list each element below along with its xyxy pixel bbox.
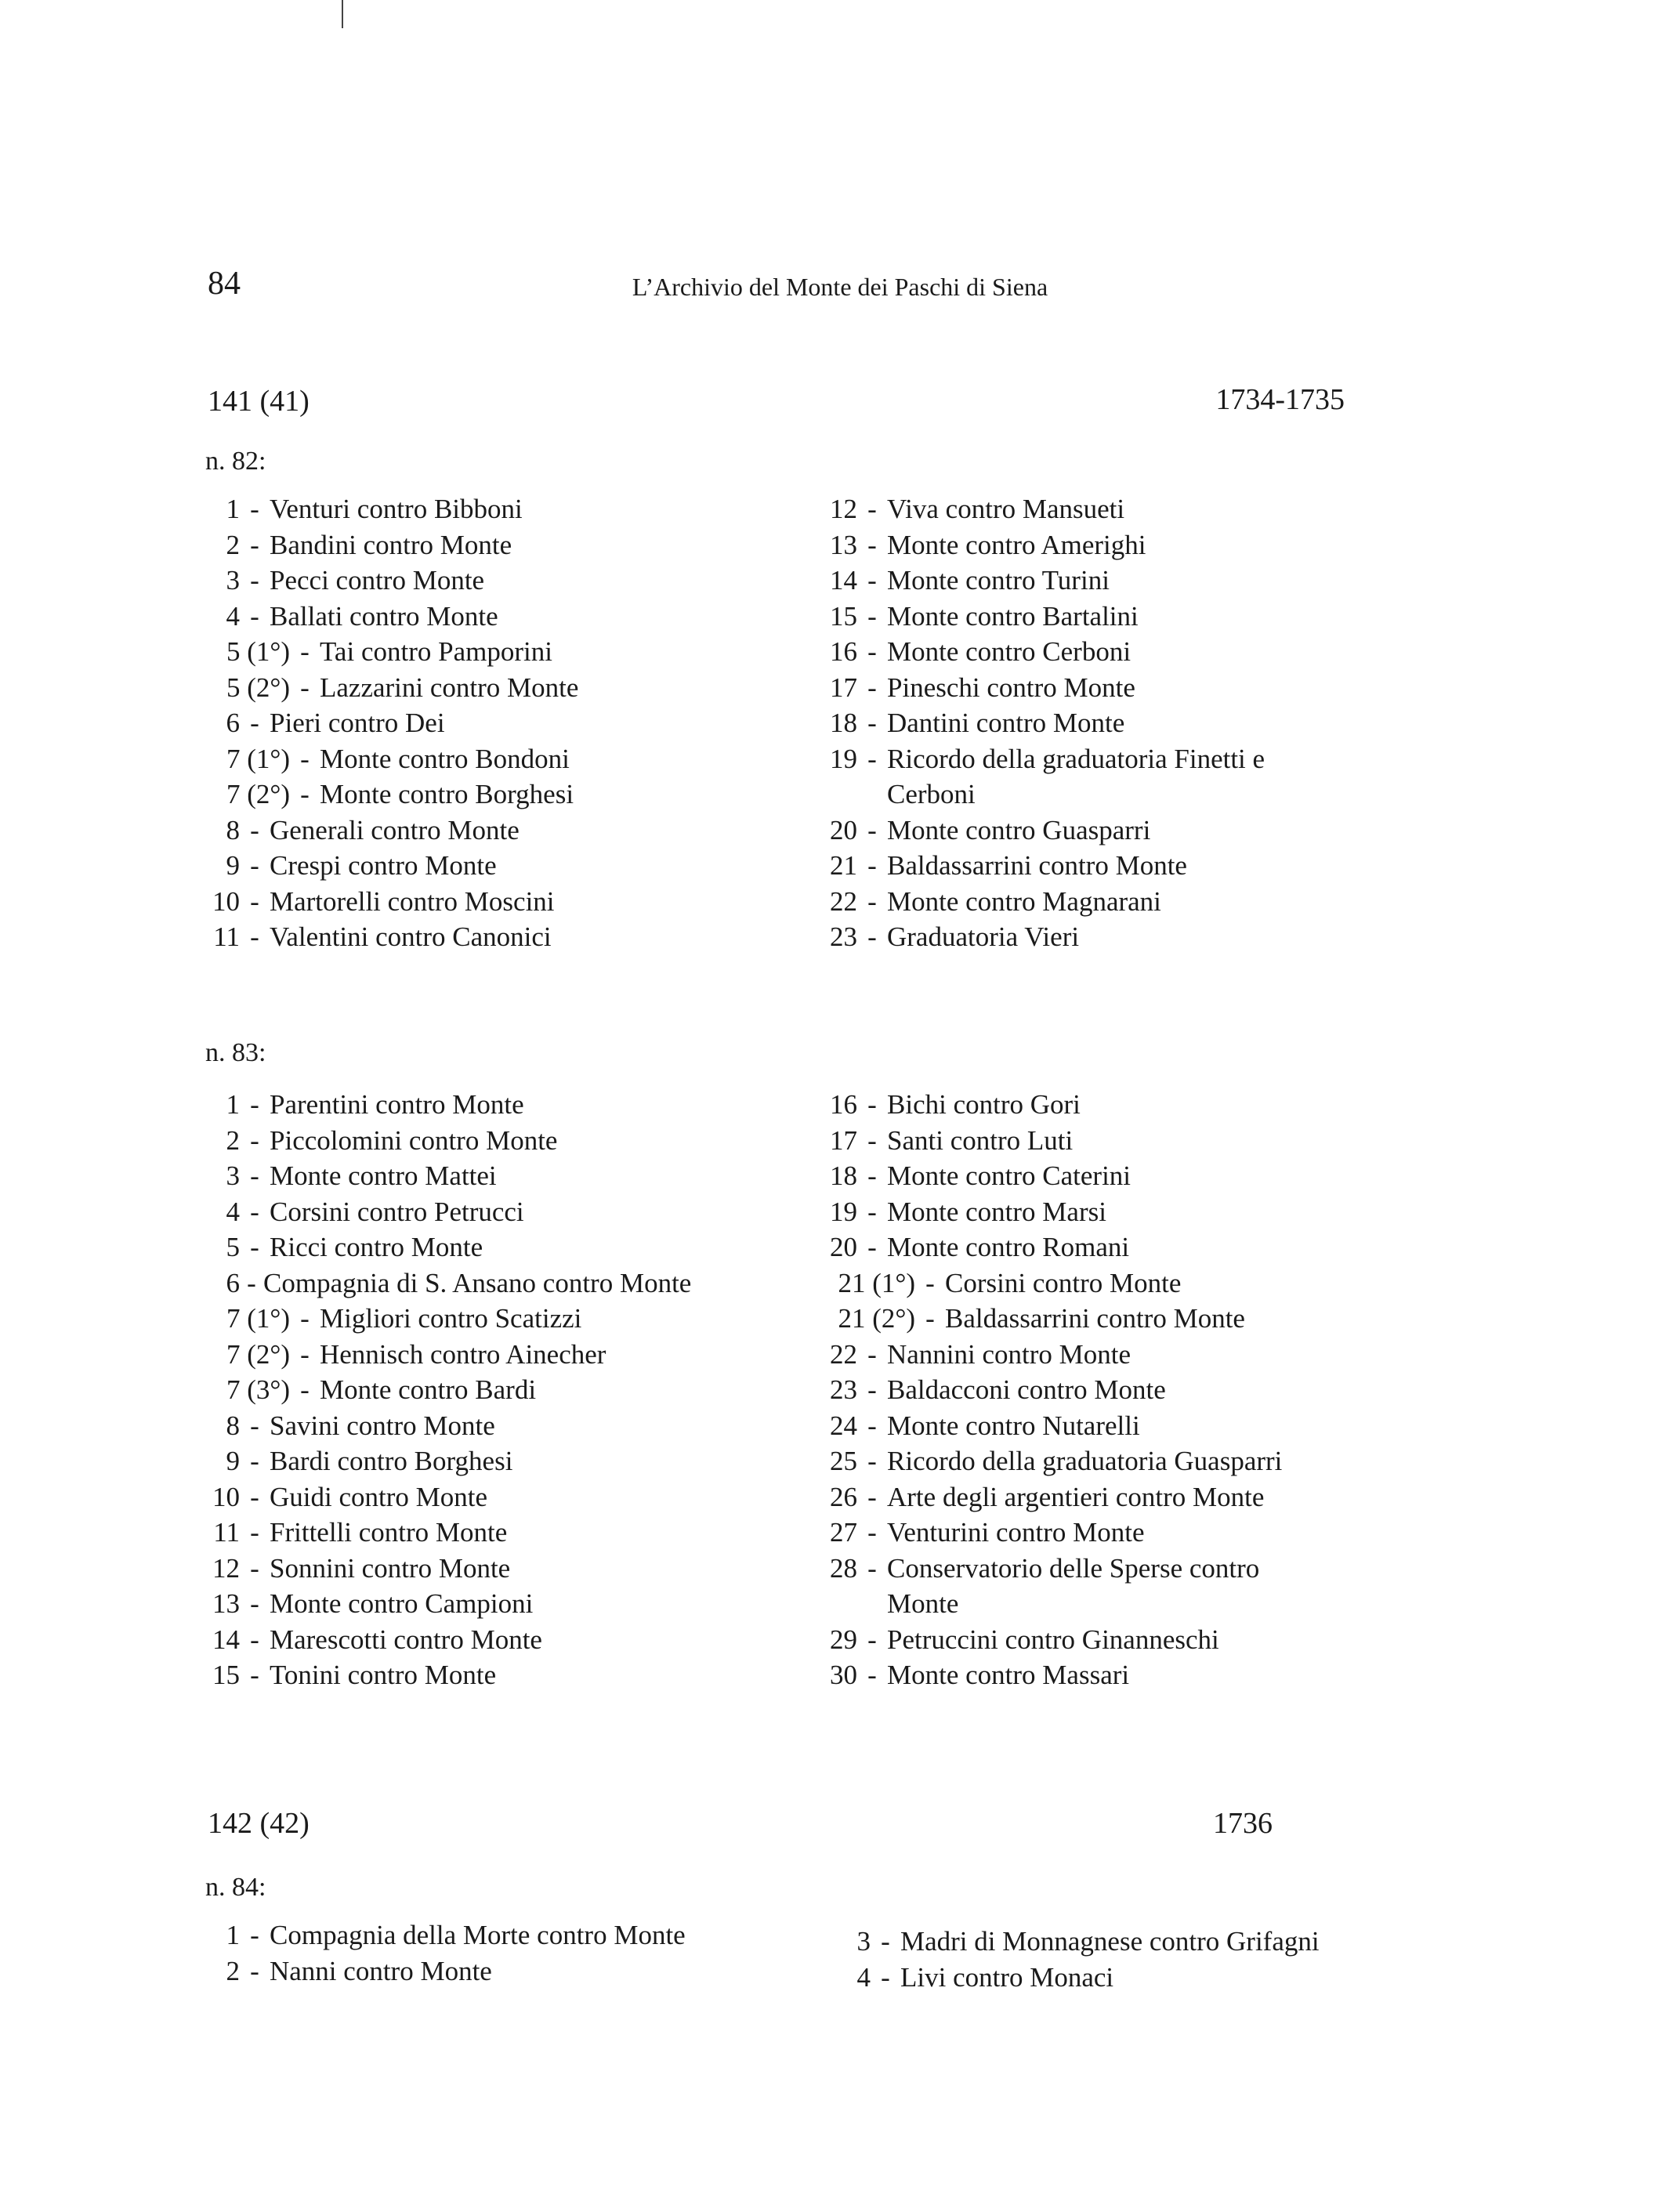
item-number: 6	[226, 708, 240, 738]
list-item	[196, 1657, 776, 1693]
item-text: Monte contro Caterini	[887, 1160, 1131, 1191]
item-text: Monte contro Bondoni	[320, 743, 570, 774]
list-item	[813, 1372, 1370, 1408]
item-separator: -	[300, 779, 310, 809]
list-item	[196, 1123, 776, 1159]
item-number: 22	[830, 885, 857, 917]
item-number: 10	[212, 1481, 240, 1512]
item-separator: -	[867, 1089, 877, 1120]
item-number: 11	[213, 921, 240, 952]
item-separator: -	[250, 850, 259, 881]
item-separator: -	[300, 1338, 310, 1370]
item-text: Monte contro Magnarani	[887, 885, 1161, 917]
item-number: 14	[830, 565, 857, 596]
item-number: 7 (1°)	[226, 743, 290, 774]
item-separator: -	[925, 1267, 935, 1298]
item-number: 9	[226, 850, 240, 881]
item-number: 1	[226, 1089, 240, 1120]
item-number: 11	[213, 1517, 240, 1548]
item-separator: -	[300, 1374, 310, 1405]
list-item	[196, 1337, 776, 1373]
item-number: 18	[830, 1160, 857, 1191]
item-separator: -	[250, 529, 259, 560]
item-text: Venturini contro Monte	[887, 1517, 1145, 1548]
item-separator: -	[925, 1303, 935, 1334]
item-number: 16	[830, 1089, 857, 1120]
item-number: 12	[212, 1552, 240, 1584]
list-item	[196, 1229, 776, 1265]
item-separator: -	[250, 1196, 259, 1227]
item-number: 20	[830, 1232, 857, 1262]
list-item	[813, 1479, 1370, 1515]
item-text: Monte contro Nutarelli	[887, 1410, 1140, 1441]
item-number: 2	[226, 529, 240, 560]
register-83-right-list	[813, 1087, 1370, 1693]
item-text: Generali contro Monte	[270, 814, 520, 845]
item-text: Ballati contro Monte	[270, 600, 498, 632]
list-item	[813, 1551, 1370, 1622]
list-item	[196, 1372, 776, 1408]
item-text: Monte contro Marsi	[887, 1196, 1106, 1227]
register-84-label: n. 84:	[205, 1873, 266, 1902]
item-number: 5 (2°)	[226, 672, 290, 703]
item-text: Monte contro Romani	[887, 1232, 1130, 1262]
item-number: 19	[830, 1196, 857, 1227]
item-separator: -	[867, 921, 877, 952]
list-item	[827, 1924, 1383, 1960]
list-item	[196, 1408, 776, 1444]
item-text: Tonini contro Monte	[270, 1660, 497, 1690]
list-item	[813, 1657, 1370, 1693]
list-item	[813, 670, 1370, 706]
item-text: Sonnini contro Monte	[270, 1552, 511, 1584]
list-item	[813, 1443, 1370, 1479]
item-separator: -	[300, 636, 310, 667]
list-item	[813, 491, 1370, 527]
item-separator: -	[867, 1552, 877, 1584]
item-separator: -	[867, 1410, 877, 1441]
item-text: Pecci contro Monte	[270, 565, 485, 596]
item-text: Baldassarrini contro Monte	[887, 850, 1187, 881]
list-item	[196, 1586, 776, 1622]
item-separator: -	[867, 1338, 877, 1370]
list-item	[813, 741, 1370, 813]
item-number: 21 (1°)	[838, 1267, 915, 1298]
list-item	[813, 813, 1370, 849]
list-item	[813, 1301, 1370, 1337]
item-separator: -	[250, 1089, 259, 1120]
item-separator: -	[867, 565, 877, 596]
item-text: Compagnia di S. Ansano contro Monte	[263, 1267, 692, 1298]
item-text: Graduatoria Vieri	[887, 921, 1080, 952]
register-84-right-list	[827, 1924, 1383, 1995]
item-separator: -	[867, 1196, 877, 1227]
item-number: 16	[830, 636, 857, 667]
item-number: 17	[830, 672, 857, 703]
item-number: 3	[856, 1926, 871, 1957]
item-text: Conservatorio delle Sperse contro Monte	[887, 1552, 1260, 1619]
item-number: 21 (2°)	[838, 1303, 915, 1334]
item-number: 6	[226, 1267, 240, 1298]
item-text: Bardi contro Borghesi	[270, 1446, 513, 1476]
item-number: 30	[830, 1660, 857, 1690]
item-separator: -	[250, 708, 259, 738]
list-item	[813, 884, 1370, 920]
item-number: 13	[830, 529, 857, 560]
item-text: Madri di Monnagnese contro Grifagni	[900, 1926, 1320, 1957]
item-separator: -	[881, 1926, 890, 1957]
item-text: Bichi contro Gori	[887, 1089, 1081, 1120]
item-text: Corsini contro Monte	[945, 1267, 1182, 1298]
list-item	[813, 1087, 1370, 1123]
item-separator: -	[247, 1267, 256, 1298]
item-number: 29	[830, 1624, 857, 1655]
item-separator: -	[250, 1552, 259, 1584]
item-text: Piccolomini contro Monte	[270, 1124, 558, 1156]
item-text: Ricci contro Monte	[270, 1232, 483, 1262]
item-text: Monte contro Bartalini	[887, 600, 1139, 632]
item-separator: -	[250, 1955, 259, 1986]
item-number: 25	[830, 1446, 857, 1476]
item-text: Corsini contro Petrucci	[270, 1196, 524, 1227]
item-text: Guidi contro Monte	[270, 1481, 488, 1512]
item-text: Santi contro Luti	[887, 1124, 1074, 1156]
list-item	[196, 527, 776, 563]
item-separator: -	[867, 672, 877, 703]
item-separator: -	[250, 1517, 259, 1548]
item-separator: -	[867, 1446, 877, 1476]
item-text: Dantini contro Monte	[887, 708, 1125, 738]
item-separator: -	[300, 672, 310, 703]
item-text: Monte contro Cerboni	[887, 636, 1131, 667]
item-text: Bandini contro Monte	[270, 529, 512, 560]
list-item	[196, 563, 776, 599]
item-text: Pineschi contro Monte	[887, 672, 1135, 703]
item-separator: -	[250, 1410, 259, 1441]
list-item	[196, 741, 776, 777]
item-number: 19	[830, 743, 857, 774]
list-item	[813, 634, 1370, 670]
item-number: 3	[226, 565, 240, 596]
list-item	[196, 599, 776, 635]
item-separator: -	[867, 814, 877, 845]
list-item	[813, 848, 1370, 884]
item-text: Monte contro Campioni	[270, 1588, 534, 1619]
item-text: Petruccini contro Ginanneschi	[887, 1624, 1219, 1655]
item-text: Martorelli contro Moscini	[270, 885, 555, 917]
item-number: 26	[830, 1481, 857, 1512]
item-separator: -	[867, 1517, 877, 1548]
item-separator: -	[867, 1481, 877, 1512]
item-text: Ricordo della graduatoria Finetti e Cerboni	[887, 743, 1265, 809]
list-item	[813, 1194, 1370, 1230]
item-text: Venturi contro Bibboni	[270, 494, 523, 524]
item-separator: -	[250, 885, 259, 917]
item-number: 8	[226, 1410, 240, 1441]
item-text: Arte degli argentieri contro Monte	[887, 1481, 1265, 1512]
item-number: 27	[830, 1517, 857, 1548]
item-text: Monte contro Bardi	[320, 1374, 537, 1405]
register-83-label: n. 83:	[205, 1038, 266, 1067]
item-number: 22	[830, 1338, 857, 1370]
running-head: L’Archivio del Monte dei Paschi di Siena	[632, 273, 1048, 301]
item-separator: -	[867, 1160, 877, 1191]
item-text: Baldacconi contro Monte	[887, 1374, 1166, 1405]
item-separator: -	[250, 1920, 259, 1950]
item-text: Monte contro Turini	[887, 565, 1110, 596]
unit-142-date: 1736	[1213, 1807, 1273, 1840]
item-separator: -	[250, 921, 259, 952]
item-separator: -	[250, 565, 259, 596]
list-item	[813, 705, 1370, 741]
list-item	[196, 1622, 776, 1658]
item-separator: -	[867, 1374, 877, 1405]
item-text: Monte contro Guasparri	[887, 814, 1151, 845]
item-number: 1	[226, 494, 240, 524]
list-item	[196, 1194, 776, 1230]
item-number: 8	[226, 814, 240, 845]
item-text: Migliori contro Scatizzi	[320, 1303, 582, 1334]
list-item	[813, 1408, 1370, 1444]
item-number: 21	[830, 850, 857, 881]
item-number: 15	[830, 600, 857, 632]
list-item	[813, 1123, 1370, 1159]
list-item	[196, 705, 776, 741]
item-separator: -	[867, 708, 877, 738]
item-separator: -	[250, 1660, 259, 1690]
item-number: 5	[226, 1232, 240, 1262]
item-text: Frittelli contro Monte	[270, 1517, 508, 1548]
item-separator: -	[867, 1124, 877, 1156]
item-text: Monte contro Massari	[887, 1660, 1130, 1690]
list-item	[196, 777, 776, 813]
item-number: 17	[830, 1124, 857, 1156]
register-82-left-list	[196, 491, 776, 955]
item-text: Pieri contro Dei	[270, 708, 445, 738]
item-number: 1	[226, 1920, 240, 1950]
item-number: 23	[830, 921, 857, 952]
list-item	[196, 919, 776, 955]
item-number: 15	[212, 1660, 240, 1690]
item-number: 13	[212, 1588, 240, 1619]
item-separator: -	[250, 1588, 259, 1619]
list-item	[813, 599, 1370, 635]
scan-mark	[342, 0, 343, 28]
item-separator: -	[250, 814, 259, 845]
item-number: 3	[226, 1160, 240, 1191]
item-text: Parentini contro Monte	[270, 1089, 524, 1120]
item-number: 2	[226, 1124, 240, 1156]
item-text: Monte contro Borghesi	[320, 779, 574, 809]
item-number: 4	[856, 1961, 871, 1993]
item-separator: -	[250, 1124, 259, 1156]
list-item	[196, 1265, 776, 1302]
item-text: Monte contro Mattei	[270, 1160, 497, 1191]
item-separator: -	[250, 1481, 259, 1512]
list-item	[813, 1622, 1370, 1658]
item-text: Crespi contro Monte	[270, 850, 497, 881]
list-item	[813, 1515, 1370, 1551]
item-text: Nannini contro Monte	[887, 1338, 1131, 1370]
item-separator: -	[250, 1446, 259, 1476]
list-item	[813, 1158, 1370, 1194]
list-item	[813, 527, 1370, 563]
item-separator: -	[250, 1160, 259, 1191]
item-separator: -	[867, 529, 877, 560]
list-item	[813, 1265, 1370, 1302]
list-item	[827, 1960, 1383, 1996]
page-number: 84	[208, 266, 241, 302]
register-82-label: n. 82:	[205, 447, 266, 476]
item-number: 10	[212, 885, 240, 917]
item-number: 7 (1°)	[226, 1303, 290, 1334]
item-text: Monte contro Amerighi	[887, 529, 1146, 560]
item-separator: -	[300, 1303, 310, 1334]
list-item	[813, 563, 1370, 599]
item-text: Lazzarini contro Monte	[320, 672, 579, 703]
item-text: Compagnia della Morte contro Monte	[270, 1920, 686, 1950]
item-separator: -	[867, 1660, 877, 1690]
register-82-right-list	[813, 491, 1370, 955]
item-number: 7 (2°)	[226, 779, 290, 809]
list-item	[196, 634, 776, 670]
item-number: 7 (2°)	[226, 1338, 290, 1370]
list-item	[196, 491, 776, 527]
item-separator: -	[867, 743, 877, 774]
list-item	[196, 813, 776, 849]
item-number: 20	[830, 814, 857, 845]
item-separator: -	[250, 1232, 259, 1262]
unit-141-id: 141 (41)	[208, 385, 310, 418]
list-item	[196, 1301, 776, 1337]
item-number: 7 (3°)	[226, 1374, 290, 1405]
item-separator: -	[300, 743, 310, 774]
item-number: 12	[830, 494, 857, 524]
item-number: 2	[226, 1955, 240, 1986]
item-number: 4	[226, 600, 240, 632]
list-item	[196, 1917, 776, 1953]
item-separator: -	[867, 600, 877, 632]
list-item	[196, 884, 776, 920]
item-separator: -	[867, 850, 877, 881]
list-item	[813, 1337, 1370, 1373]
list-item	[196, 1158, 776, 1194]
item-number: 9	[226, 1446, 240, 1476]
list-item	[196, 670, 776, 706]
item-number: 24	[830, 1410, 857, 1441]
item-text: Tai contro Pamporini	[320, 636, 552, 667]
item-text: Hennisch contro Ainecher	[320, 1338, 606, 1370]
list-item	[196, 1087, 776, 1123]
list-item	[196, 1551, 776, 1587]
list-item	[196, 1443, 776, 1479]
unit-141-date: 1734-1735	[1215, 383, 1345, 416]
register-83-left-list	[196, 1087, 776, 1693]
unit-142-id: 142 (42)	[208, 1807, 310, 1840]
item-text: Nanni contro Monte	[270, 1955, 492, 1986]
item-number: 23	[830, 1374, 857, 1405]
item-number: 18	[830, 708, 857, 738]
item-text: Livi contro Monaci	[900, 1961, 1114, 1993]
item-text: Savini contro Monte	[270, 1410, 495, 1441]
item-number: 5 (1°)	[226, 636, 290, 667]
item-separator: -	[250, 600, 259, 632]
item-text: Viva contro Mansueti	[887, 494, 1125, 524]
item-number: 28	[830, 1552, 857, 1584]
item-separator: -	[881, 1961, 890, 1993]
item-separator: -	[867, 1232, 877, 1262]
item-separator: -	[867, 636, 877, 667]
item-text: Marescotti contro Monte	[270, 1624, 542, 1655]
list-item	[196, 1953, 776, 1989]
list-item	[196, 1515, 776, 1551]
item-text: Ricordo della graduatoria Guasparri	[887, 1446, 1283, 1476]
item-separator: -	[867, 885, 877, 917]
item-separator: -	[250, 494, 259, 524]
item-text: Baldassarrini contro Monte	[945, 1303, 1245, 1334]
item-separator: -	[250, 1624, 259, 1655]
item-text: Valentini contro Canonici	[270, 921, 552, 952]
register-84-left-list	[196, 1917, 776, 1989]
item-number: 4	[226, 1196, 240, 1227]
list-item	[813, 1229, 1370, 1265]
list-item	[813, 919, 1370, 955]
item-separator: -	[867, 1624, 877, 1655]
list-item	[196, 1479, 776, 1515]
list-item	[196, 848, 776, 884]
item-number: 14	[212, 1624, 240, 1655]
item-separator: -	[867, 494, 877, 524]
